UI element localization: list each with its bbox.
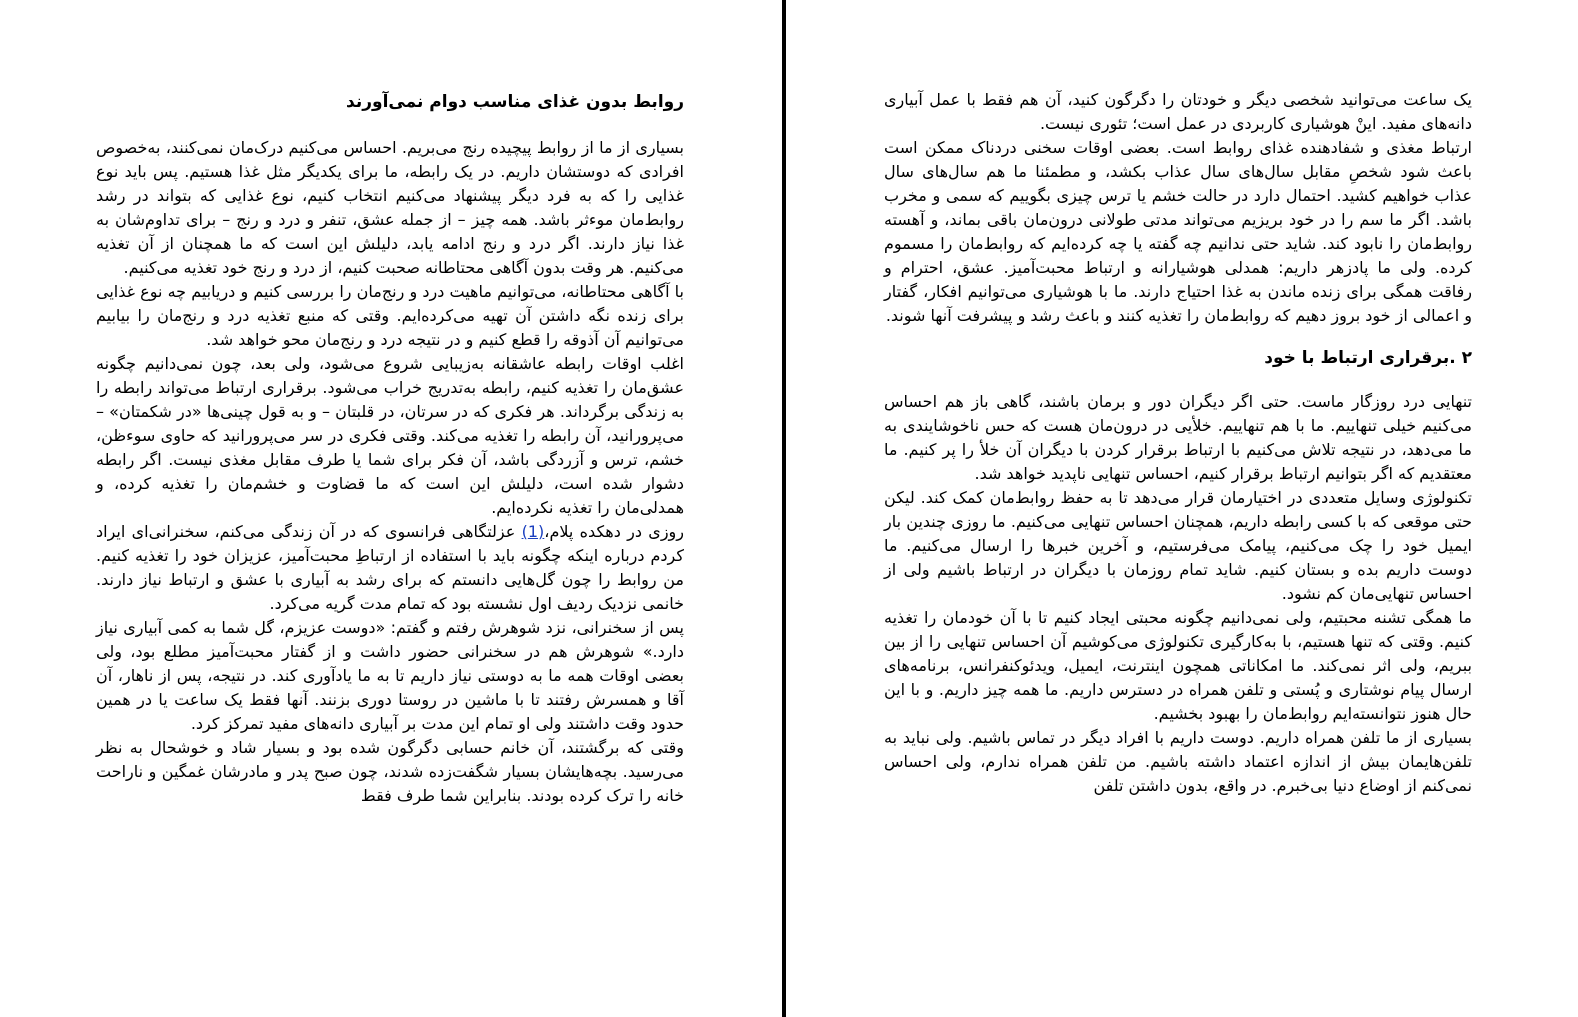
- paragraph: اغلب اوقات رابطه عاشقانه به‌زیبایی شروع می‌شود، ولی بعد، چون نمی‌دانیم چگونه عشق‌مان را تغذیه کنیم، رابطه به‌تدریج خراب می‌شود. برقراری ارتباط می‌تواند رابطه را به زندگی برگرداند. هر فکری که در سرتان، در قلبتان – و به قول چینی‌ها «در شکمتان» – می‌پرورانید، آن رابطه را تغذیه می‌کند. وقتی فکری در سر می‌پرورانید که حاوی سوءظن، خشم، ترس و آزردگی باشد، آن فکر برای شما یا طرف مقابل مغذی نیست. اگر رابطه دشوار شده است، دلیلش این است که ما قضاوت و خشم‌مان را تغذیه کرده، و همدلی‌مان را تغذیه نکرده‌ایم.: [96, 354, 684, 517]
- right-page: [786, 0, 1578, 1017]
- paragraph-text: عزلتگاهی فرانسوی که در آن زندگی می‌کنم، سخنرانی‌ای ایراد کردم درباره اینکه چگونه باید با استفاده از ارتباطِ محبت‌آمیز، عزیزان خود را تغذیه کنیم. من روابط را چون گل‌هایی دانستم که برای رشد به آبیاری با عشق و ارتباط نیاز دارند. خانمی نزدیک ردیف اول نشسته بود که تمام مدت گریه می‌کرد.: [96, 522, 684, 613]
- paragraph: تکنولوژی وسایل متعددی در اختیارمان قرار می‌دهد تا به حفظ روابط‌مان کمک کند. لیکن حتی موقعی که با کسی رابطه داریم، همچنان احساس تنهایی می‌کنیم. ما روزی چندین بار ایمیل خود را چک می‌کنیم، پیامک می‌فرستیم، و آخرین خبرها را ارسال می‌کنیم. ما دوست داریم بده و بستان کنیم. شاید تمام روزمان با دیگران در ارتباط باشیم ولی از احساس تنهایی‌مان کم نشود.: [884, 488, 1472, 603]
- section-heading: روابط بدون غذای مناسب دوام نمی‌آورند: [346, 92, 684, 112]
- paragraph-text: روزی در دهکده پلام،: [544, 522, 685, 541]
- paragraph: وقتی که برگشتند، آن خانم حسابی دگرگون شده بود و بسیار شاد و خوشحال به نظر می‌رسید. بچه‌هایشان بسیار شگفت‌زده شدند، چون صبح پدر و مادرشان غمگین و ناراحت خانه را ترک کرده بودند. بنابراین شما طرف فقط: [96, 738, 684, 805]
- paragraph: بسیاری از ما تلفن همراه داریم. دوست داریم با افراد دیگر در تماس باشیم. ولی نباید به تلفن‌هایمان بیش از اندازه اعتماد داشته باشیم. من تلفن همراه ندارم، ولی احساس نمی‌کنم از اوضاع دنیا بی‌خبرم. در واقع، بدون داشتن تلفن: [884, 728, 1472, 795]
- footnote-link[interactable]: (1): [521, 522, 545, 541]
- paragraph: با آگاهی محتاطانه، می‌توانیم ماهیت درد و رنج‌مان را بررسی کنیم و دریابیم چه نوع غذایی برای زنده نگه داشتن آن تهیه می‌کرده‌ایم. وقتی که منبع تغذیه درد و رنج‌مان را بیابیم می‌توانیم آن آذوقه را قطع کنیم و در نتیجه درد و رنج‌مان محو خواهد شد.: [96, 282, 684, 349]
- paragraph: تنهایی درد روزگار ماست. حتی اگر دیگران دور و برمان باشند، گاهی باز هم احساس می‌کنیم خیلی تنهاییم. ما با هم تنهاییم. خلأیی در درون‌مان هست که حس ناخوشایندی به ما می‌دهد، در نتیجه تلاش می‌کنیم با ارتباط برقرار کردن با دیگران آن خلأ را پر کنیم. ما معتقدیم که اگر بتوانیم ارتباط برقرار کنیم، احساس تنهایی ناپدید خواهد شد.: [884, 392, 1472, 483]
- left-page: [0, 0, 782, 1017]
- paragraph-with-footnote: [96, 520, 684, 616]
- paragraph: ما همگی تشنه محبتیم، ولی نمی‌دانیم چگونه محبتی ایجاد کنیم تا با آن خودمان را تغذیه کنیم. وقتی که تنها هستیم، با به‌کارگیری تکنولوژی می‌کوشیم آن احساس تنهایی را از بین ببریم، ولی اثر نمی‌کند. ما امکاناتی همچون اینترنت، ایمیل، ویدئوکنفرانس، برنامه‌های ارسال پیام نوشتاری و پُستی و تلفن همراه در دسترس داریم. ما همه چیز داریم. و با این حال هنوز نتوانسته‌ایم روابط‌مان را بهبود بخشیم.: [884, 608, 1472, 723]
- left-page-text-column: [96, 88, 684, 808]
- section-heading: ۲ .برقراری ارتباط با خود: [1264, 348, 1472, 368]
- paragraph: پس از سخنرانی، نزد شوهرش رفتم و گفتم: «دوست عزیزم، گل شما به کمی آبیاری نیاز دارد.» شوهرش هم در سخنرانی حضور داشت و از گفتار محبت‌آمیز مطلع بود، ولی بعضی اوقات همه ما به دوستی نیاز داریم تا به ما یادآوری کند. در نتیجه، پس از ناهار، آن آقا و همسرش رفتند تا با ماشین در روستا دوری بزنند. آنها فقط یک ساعت یا در همین حدود وقت داشتند ولی او تمام این مدت بر آبیاری دانه‌های مفید تمرکز کرد.: [96, 618, 684, 733]
- paragraph: ارتباط مغذی و شفادهنده غذای روابط است. بعضی اوقات سخنی دردناک ممکن است باعث شود شخصِ مقابل سال‌های سال عذاب بکشد، و مطمئنا ما هم سال‌های سال عذاب خواهیم کشید. احتمال دارد در حالت خشم یا ترس چیزی بگوییم که سمی و مخرب باشد. اگر ما سم را در خود بریزیم می‌تواند مدتی طولانی درون‌مان باقی بماند، و آهسته روابط‌مان را نابود کند. شاید حتی ندانیم چه گفته یا چه کرده‌ایم که روابط‌مان را مسموم کرده. ولی ما پادزهر داریم: همدلی هوشیارانه و ارتباط محبت‌آمیز. عشق، احترام و رفاقت همگی برای زنده ماندن به غذا احتیاج دارند. ما با هوشیاری می‌توانیم افکار، گفتار و اعمالی از خود بروز دهیم که روابط‌مان را تغذیه کنند و باعث رشد و پیشرفت آنها شوند.: [884, 138, 1472, 325]
- paragraph: بسیاری از ما از روابط پیچیده رنج می‌بریم. احساس می‌کنیم درک‌مان نمی‌کنند، به‌خصوص افرادی که دوستشان داریم. در یک رابطه، ما برای یکدیگر مثل غذا هستیم. پس باید نوع غذایی را که به فرد دیگر پیشنهاد می‌کنیم انتخاب کنیم، نوع غذایی که بتواند در رشد روابط‌مان موءثر باشد. همه چیز – از جمله عشق، تنفر و درد و رنج – برای تداوم‌شان به غذا نیاز دارند. اگر درد و رنج ادامه یابد، دلیلش این است که ما همچنان از آن تغذیه می‌کنیم. هر وقت بدون آگاهی محتاطانه صحبت کنیم، از درد و رنج خود تغذیه می‌کنیم.: [96, 138, 684, 277]
- paragraph: یک ساعت می‌توانید شخصی دیگر و خودتان را دگرگون کنید، آن هم فقط با عمل آبیاری دانه‌های مفید. اینْ هوشیاری کاربردی در عمل است؛ تئوری نیست.: [884, 90, 1472, 133]
- right-page-text-column: [884, 88, 1472, 798]
